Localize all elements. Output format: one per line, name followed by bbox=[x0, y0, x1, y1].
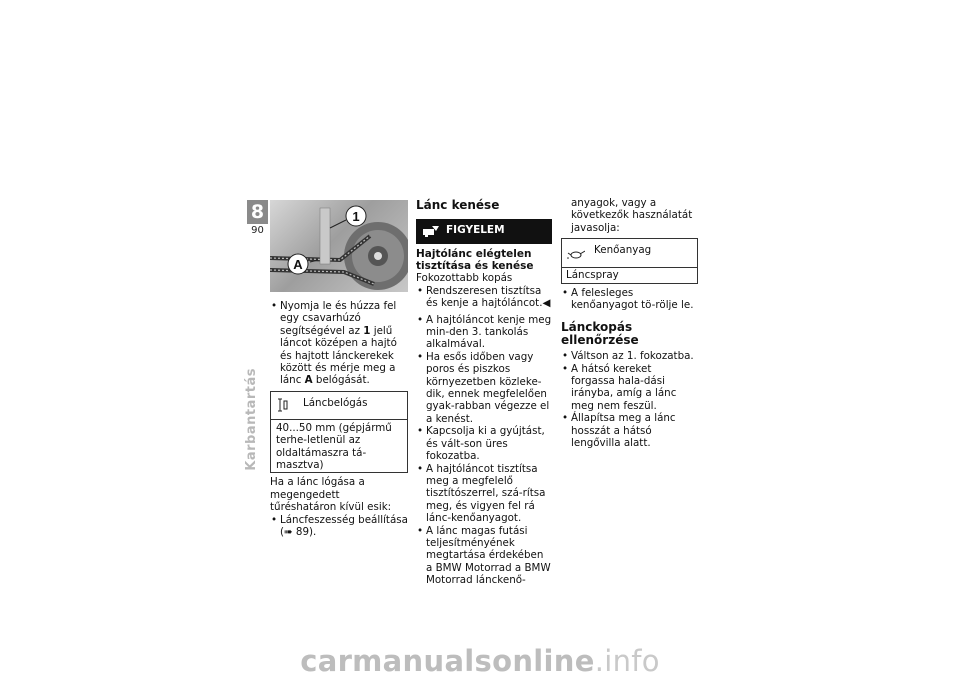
warning-label: FIGYELEM bbox=[446, 224, 505, 237]
spec-box-title: Kenőanyag bbox=[594, 244, 652, 257]
warning-heading: Hajtólánc elégtelen tisztítása és kenése bbox=[416, 248, 534, 273]
spec-box-chain-slack bbox=[270, 391, 408, 474]
spec-box-title: Láncbelógás bbox=[303, 396, 368, 409]
list-item: • A lánc magas futási teljesítményének megtartása érdekében a BMW Motorrad a BMW Motorrad lánckenő- bbox=[416, 525, 552, 587]
list-item: • A felesleges kenőanyagot tö-rölje le. bbox=[561, 287, 698, 312]
warning-icon bbox=[423, 226, 439, 237]
chain-photo bbox=[270, 200, 408, 292]
list-item: • Váltson az 1. fokozatba. bbox=[561, 350, 698, 362]
paragraph: Ha a lánc lógása a megengedett tűréshatáron kívül esik: bbox=[270, 476, 392, 514]
callout-1: 1 bbox=[352, 209, 360, 224]
list-item: • A hátsó kereket forgassa hala-dási irányba, amíg a lánc meg nem feszül. bbox=[561, 363, 698, 413]
subsection-title: Lánckopás ellenőrzése bbox=[561, 320, 639, 347]
section-title: Lánc kenése bbox=[416, 198, 500, 212]
spec-box-value: Láncspray bbox=[566, 269, 619, 282]
oil-can-icon bbox=[567, 249, 585, 259]
watermark-suffix: .info bbox=[594, 644, 660, 678]
list-item: • Nyomja le és húzza fel egy csavarhúzó segítségével az 1 jelű láncot középen a hajtó és hajtott lánckerekek között és mérje meg a lánc A belógását. bbox=[270, 300, 408, 387]
paragraph: anyagok, vagy a következők használatát javasolja: bbox=[571, 197, 693, 234]
list-item: • A hajtóláncot kenje meg min-den 3. tankolás alkalmával. bbox=[416, 314, 552, 351]
warning-text: Fokozottabb kopás bbox=[416, 272, 513, 285]
watermark bbox=[0, 644, 960, 679]
section-label: Karbantartás bbox=[244, 368, 259, 471]
chapter-number: 8 bbox=[247, 200, 268, 224]
list-item: • Kapcsolja ki a gyújtást, és vált-son üres fokozatba. bbox=[416, 425, 552, 462]
column-2 bbox=[416, 197, 552, 587]
list-item: • A hajtóláncot tisztítsa meg a megfelelő tisztítószerrel, szá-rítsa meg, és vigyen fel rá lánc-kenőanyagot. bbox=[416, 463, 552, 525]
column-3 bbox=[561, 197, 698, 450]
spec-box-lubricant bbox=[561, 238, 698, 283]
list-item: • Rendszeresen tisztítsa és kenje a hajtóláncot.◀ bbox=[416, 285, 552, 310]
list-item: • Ha esős időben vagy poros és piszkos környezetben közleke-dik, ennek megfelelően gyak-rabban végezze el a kenést. bbox=[416, 351, 552, 425]
page-number: 90 bbox=[251, 225, 264, 236]
callout-a: A bbox=[293, 257, 303, 272]
chain-illustration bbox=[270, 200, 408, 292]
measure-icon bbox=[277, 398, 289, 412]
watermark-brand: carmanualsonline bbox=[300, 644, 595, 678]
list-item: • Állapítsa meg a lánc hosszát a hátsó lengővilla alatt. bbox=[561, 412, 698, 449]
list-item: • Láncfeszesség beállítása (➠ 89). bbox=[270, 514, 408, 539]
spec-box-value: 40...50 mm (gépjármű terhe-letlenül az oldaltámaszra tá-masztva) bbox=[276, 421, 392, 472]
chapter-sidebar bbox=[247, 200, 268, 236]
column-1 bbox=[270, 200, 408, 539]
warning-banner bbox=[416, 219, 552, 244]
